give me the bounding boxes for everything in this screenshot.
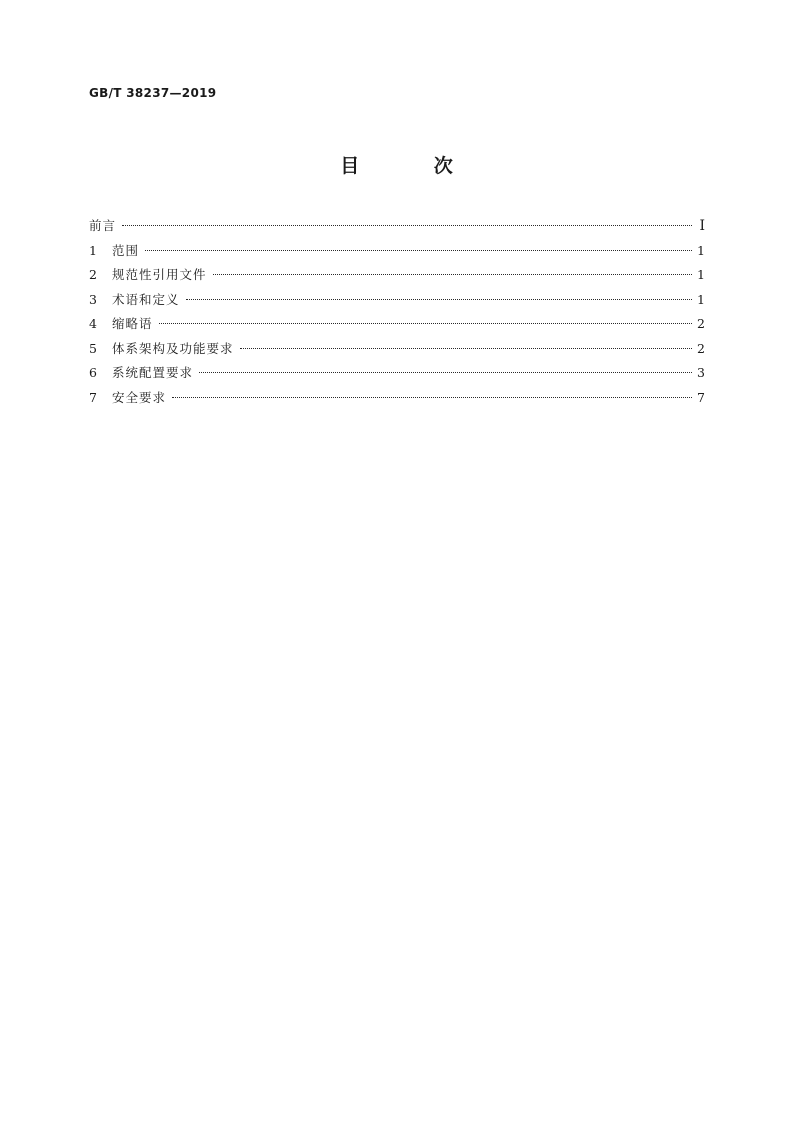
toc-entry-number: 1 xyxy=(89,242,97,258)
dot-leader xyxy=(122,225,692,226)
toc-entry-page: 2 xyxy=(697,316,705,331)
toc-entry-label: 安全要求 xyxy=(112,389,167,405)
dot-leader xyxy=(199,372,692,373)
toc-entry-number: 2 xyxy=(89,267,97,282)
dot-leader xyxy=(186,299,692,300)
toc-entry-label: 前言 xyxy=(89,218,117,233)
toc-entry-label: 术语和定义 xyxy=(112,291,180,307)
toc-entry-5[interactable] xyxy=(89,339,705,364)
page-title: 目 次 xyxy=(340,155,487,177)
toc-entry-label: 缩略语 xyxy=(112,316,153,331)
toc-entry-label: 系统配置要求 xyxy=(112,365,194,380)
toc-entry-number: 7 xyxy=(89,389,97,405)
toc-entry-number: 4 xyxy=(89,316,97,331)
toc-entry-1[interactable] xyxy=(89,241,705,266)
toc-entry-number: 3 xyxy=(89,291,97,307)
toc-entry-label: 规范性引用文件 xyxy=(112,267,207,282)
toc-entry-page: 1 xyxy=(697,267,705,282)
dot-leader xyxy=(159,323,692,324)
toc-entry-label: 体系架构及功能要求 xyxy=(112,340,234,356)
table-of-contents xyxy=(89,216,705,412)
toc-entry-page: 2 xyxy=(697,340,705,356)
toc-entry-4[interactable] xyxy=(89,314,705,339)
dot-leader xyxy=(240,348,692,349)
standard-code: GB/T 38237—2019 xyxy=(89,86,217,100)
dot-leader xyxy=(213,274,692,275)
toc-entry-2[interactable] xyxy=(89,265,705,290)
toc-entry-label: 范围 xyxy=(112,242,140,258)
toc-entry-7[interactable] xyxy=(89,388,705,413)
dot-leader xyxy=(145,250,692,251)
toc-entry-page: 1 xyxy=(697,291,705,307)
toc-entry-number: 6 xyxy=(89,365,97,380)
toc-entry-page: 3 xyxy=(697,365,705,380)
dot-leader xyxy=(172,397,692,398)
toc-entry-page: 7 xyxy=(697,389,705,405)
toc-entry-page: I xyxy=(699,218,705,234)
toc-entry-3[interactable] xyxy=(89,290,705,315)
toc-entry-number: 5 xyxy=(89,340,97,356)
toc-entry-page: 1 xyxy=(697,242,705,258)
toc-entry-6[interactable] xyxy=(89,363,705,388)
toc-entry-foreword[interactable] xyxy=(89,216,705,241)
